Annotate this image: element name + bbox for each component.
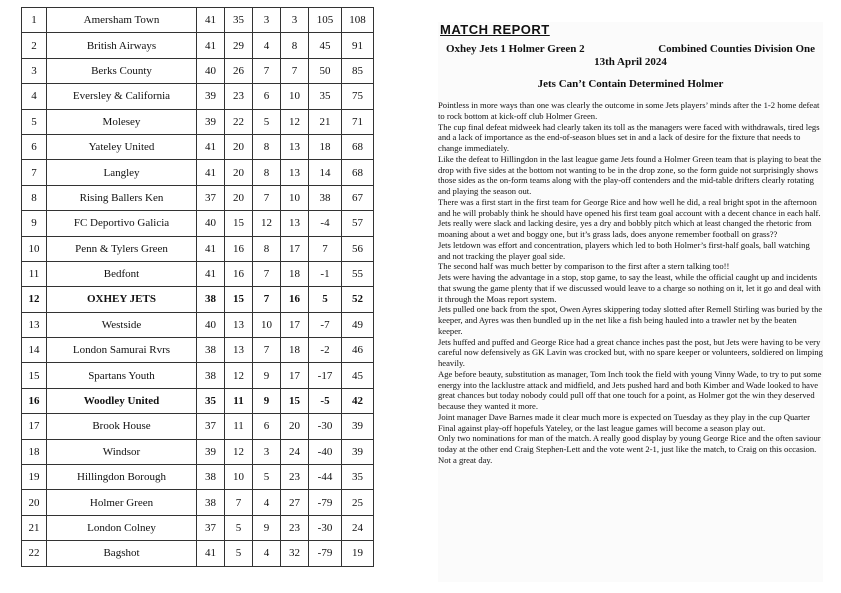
report-heading: MATCH REPORT [440,22,550,37]
points-cell: 55 [342,261,374,286]
team-cell: FC Deportivo Galicia [47,211,197,236]
league-table [21,7,374,567]
points-cell: 75 [342,84,374,109]
fixture-result: Oxhey Jets 1 Holmer Green 2 [446,43,585,55]
report-paragraph: Like the defeat to Hillingdon in the last league game Jets found a Holmer Green team that is playing to beat the drop with five sides at the bottom not wanting to be in the drop zone, so the form guide not surprisingly shows those sides as the on-form teams along with the play-off contenders and the mid-table drifters clearly rotating and playing the season out. [438,153,822,196]
lost-cell: 20 [281,414,309,439]
drawn-cell: 10 [253,312,281,337]
played-cell: 37 [197,414,225,439]
goal-difference-cell: -44 [309,465,342,490]
won-cell: 15 [225,211,253,236]
table-row [22,58,374,83]
table-row [22,465,374,490]
team-cell: London Samurai Rvrs [47,338,197,363]
won-cell: 11 [225,414,253,439]
drawn-cell: 6 [253,84,281,109]
played-cell: 39 [197,109,225,134]
report-paragraph: There was a first start in the first team for George Rice and how well he did, a real bright spot in the afternoon and he will probably think he should have opened his first team goal account with a decent chance in each half. [438,196,821,218]
team-cell: Eversley & California [47,84,197,109]
drawn-cell: 6 [253,414,281,439]
won-cell: 11 [225,388,253,413]
table-row [22,261,374,286]
lost-cell: 13 [281,160,309,185]
position-cell: 22 [22,541,47,566]
drawn-cell: 3 [253,439,281,464]
team-cell: Penn & Tylers Green [47,236,197,261]
table-row [22,8,374,33]
lost-cell: 15 [281,388,309,413]
table-row [22,185,374,210]
played-cell: 38 [197,338,225,363]
played-cell: 37 [197,515,225,540]
drawn-cell: 4 [253,490,281,515]
won-cell: 16 [225,236,253,261]
lost-cell: 3 [281,8,309,33]
won-cell: 5 [225,515,253,540]
goal-difference-cell: 45 [309,33,342,58]
report-headline: Jets Can’t Contain Determined Holmer [537,78,724,90]
table-row [22,211,374,236]
team-cell: Westside [47,312,197,337]
drawn-cell: 5 [253,109,281,134]
points-cell: 39 [342,414,374,439]
won-cell: 29 [225,33,253,58]
drawn-cell: 9 [253,515,281,540]
position-cell: 11 [22,261,47,286]
lost-cell: 18 [281,338,309,363]
table-row [22,388,374,413]
team-cell: Amersham Town [47,8,197,33]
match-date: 13th April 2024 [594,56,667,68]
table-row [22,338,374,363]
position-cell: 7 [22,160,47,185]
team-cell: Berks County [47,58,197,83]
won-cell: 16 [225,261,253,286]
goal-difference-cell: -30 [309,515,342,540]
goal-difference-cell: 38 [309,185,342,210]
drawn-cell: 9 [253,388,281,413]
won-cell: 7 [225,490,253,515]
won-cell: 13 [225,312,253,337]
lost-cell: 17 [281,236,309,261]
team-cell: Yateley United [47,134,197,159]
team-cell: Molesey [47,109,197,134]
position-cell: 18 [22,439,47,464]
drawn-cell: 7 [253,287,281,312]
points-cell: 49 [342,312,374,337]
lost-cell: 7 [281,58,309,83]
points-cell: 52 [342,287,374,312]
played-cell: 38 [197,465,225,490]
position-cell: 9 [22,211,47,236]
played-cell: 41 [197,8,225,33]
played-cell: 41 [197,33,225,58]
report-paragraph: Jets huffed and puffed and George Rice had a great chance inches past the post, but Jets were having to be very careful now defensively as GK Lavin was crocked but, with no spare keeper or volunteers, soldiered on limping heavily. [438,336,823,368]
played-cell: 41 [197,134,225,159]
points-cell: 68 [342,134,374,159]
goal-difference-cell: 7 [309,236,342,261]
position-cell: 6 [22,134,47,159]
report-paragraph: Jets pulled one back from the spot, Owen Ayres skippering today slotted after Remell Stirling was buried by the keeper, and Ayres was then bundled up in the net like a fish being hauled into a trawler net by the beaten keeper. [438,304,823,336]
report-paragraph: The second half was much better by comparison to the first after a stern talking too!! [438,261,730,272]
goal-difference-cell: -1 [309,261,342,286]
team-cell: Hillingdon Borough [47,465,197,490]
team-cell: Spartans Youth [47,363,197,388]
table-row [22,33,374,58]
report-body [438,100,823,466]
goal-difference-cell: -5 [309,388,342,413]
lost-cell: 10 [281,185,309,210]
goal-difference-cell: -40 [309,439,342,464]
played-cell: 37 [197,185,225,210]
league-table-body [22,8,374,567]
lost-cell: 18 [281,261,309,286]
goal-difference-cell: -79 [309,490,342,515]
report-paragraph: Jets letdown was effort and concentration, players which led to both Holmer’s first-half goals, ball watching and not tracking the player goal side. [438,239,810,261]
position-cell: 19 [22,465,47,490]
points-cell: 35 [342,465,374,490]
table-row [22,287,374,312]
table-row [22,414,374,439]
drawn-cell: 4 [253,541,281,566]
team-cell: Woodley United [47,388,197,413]
team-cell: London Colney [47,515,197,540]
won-cell: 20 [225,134,253,159]
report-paragraph: The cup final defeat midweek had clearly taken its toll as the managers were faced with withdrawals, tired legs and a lack of importance as the end-of-season blues set in and a lack of desire for the fixture that needs to change immediately. [438,121,820,153]
won-cell: 12 [225,363,253,388]
won-cell: 35 [225,8,253,33]
table-row [22,134,374,159]
won-cell: 12 [225,439,253,464]
report-paragraph: Joint manager Dave Barnes made it clear much more is expected on Tuesday as they play in the cup Quarter Final against play-off hopefuls Yateley, or the last league games will become a season play out. [438,411,811,433]
competition-name: Combined Counties Division One [658,43,815,55]
team-cell: Bedfont [47,261,197,286]
drawn-cell: 12 [253,211,281,236]
points-cell: 68 [342,160,374,185]
report-paragraph: Age before beauty, substitution as manager, Tom Inch took the field with young Vinny Wade, to try to put some energy into the lacklustre attack and midfield, and Jets pushed hard and both Kimber and Wade looked to have great chances but today nobody could pull off that one touch for a point, as Holmer got the win they deserved because they wanted it more. [438,368,822,411]
goal-difference-cell: 14 [309,160,342,185]
played-cell: 41 [197,236,225,261]
drawn-cell: 4 [253,33,281,58]
match-report [438,22,823,582]
drawn-cell: 7 [253,185,281,210]
won-cell: 13 [225,338,253,363]
team-cell: Bagshot [47,541,197,566]
report-paragraph: Jets really were slack and lacking desire, yes a dry and bobbly pitch which at least changed the rhetoric from moaning about a wet and boggy one, but it’s grass lads, does anyone remember football on grass?? [438,218,812,239]
lost-cell: 16 [281,287,309,312]
won-cell: 26 [225,58,253,83]
team-cell: Holmer Green [47,490,197,515]
played-cell: 38 [197,363,225,388]
drawn-cell: 7 [253,338,281,363]
played-cell: 39 [197,84,225,109]
played-cell: 41 [197,160,225,185]
points-cell: 39 [342,439,374,464]
points-cell: 46 [342,338,374,363]
team-cell: OXHEY JETS [47,287,197,312]
won-cell: 20 [225,160,253,185]
position-cell: 4 [22,84,47,109]
won-cell: 10 [225,465,253,490]
points-cell: 25 [342,490,374,515]
goal-difference-cell: 5 [309,287,342,312]
drawn-cell: 7 [253,58,281,83]
team-cell: British Airways [47,33,197,58]
table-row [22,236,374,261]
points-cell: 56 [342,236,374,261]
position-cell: 5 [22,109,47,134]
points-cell: 45 [342,363,374,388]
report-paragraph: Jets were having the advantage in a stop, stop game, to say the least, while the official caught up and incidents that swung the game plenty that if we discussed would leave to a charge so nothing on it, let it go and deal with it through the Moas report system. [438,272,821,304]
goal-difference-cell: 35 [309,84,342,109]
goal-difference-cell: -30 [309,414,342,439]
drawn-cell: 3 [253,8,281,33]
points-cell: 24 [342,515,374,540]
table-row [22,515,374,540]
drawn-cell: 8 [253,134,281,159]
position-cell: 2 [22,33,47,58]
goal-difference-cell: -4 [309,211,342,236]
goal-difference-cell: -7 [309,312,342,337]
drawn-cell: 5 [253,465,281,490]
position-cell: 15 [22,363,47,388]
position-cell: 21 [22,515,47,540]
played-cell: 41 [197,541,225,566]
played-cell: 39 [197,439,225,464]
table-row [22,312,374,337]
position-cell: 20 [22,490,47,515]
team-cell: Rising Ballers Ken [47,185,197,210]
won-cell: 20 [225,185,253,210]
position-cell: 12 [22,287,47,312]
points-cell: 57 [342,211,374,236]
played-cell: 41 [197,261,225,286]
fixture-line [438,43,823,55]
won-cell: 22 [225,109,253,134]
table-row [22,84,374,109]
table-row [22,490,374,515]
played-cell: 40 [197,211,225,236]
lost-cell: 32 [281,541,309,566]
position-cell: 13 [22,312,47,337]
drawn-cell: 7 [253,261,281,286]
goal-difference-cell: 18 [309,134,342,159]
goal-difference-cell: 105 [309,8,342,33]
position-cell: 1 [22,8,47,33]
played-cell: 35 [197,388,225,413]
lost-cell: 23 [281,515,309,540]
team-cell: Langley [47,160,197,185]
points-cell: 67 [342,185,374,210]
won-cell: 23 [225,84,253,109]
team-cell: Brook House [47,414,197,439]
played-cell: 38 [197,490,225,515]
table-row [22,363,374,388]
lost-cell: 24 [281,439,309,464]
position-cell: 16 [22,388,47,413]
goal-difference-cell: 50 [309,58,342,83]
report-paragraph: Pointless in more ways than one was clearly the outcome in some Jets players’ minds after the 1-2 home defeat to rock bottom at kick-off club Holmer Green. [438,100,820,121]
drawn-cell: 8 [253,236,281,261]
table-row [22,439,374,464]
position-cell: 10 [22,236,47,261]
lost-cell: 23 [281,465,309,490]
lost-cell: 10 [281,84,309,109]
lost-cell: 17 [281,363,309,388]
lost-cell: 17 [281,312,309,337]
points-cell: 42 [342,388,374,413]
position-cell: 14 [22,338,47,363]
lost-cell: 8 [281,33,309,58]
report-paragraph: Only two nominations for man of the match. A really good display by young George Rice and the often saviour today at the other end Craig Stephen-Lett and the vote went 2-1, just like the match, to Craig on this occasion. [438,433,821,454]
goal-difference-cell: -2 [309,338,342,363]
lost-cell: 12 [281,109,309,134]
points-cell: 85 [342,58,374,83]
points-cell: 108 [342,8,374,33]
points-cell: 19 [342,541,374,566]
goal-difference-cell: -79 [309,541,342,566]
table-row [22,160,374,185]
won-cell: 5 [225,541,253,566]
points-cell: 71 [342,109,374,134]
position-cell: 17 [22,414,47,439]
played-cell: 40 [197,58,225,83]
drawn-cell: 8 [253,160,281,185]
report-paragraph: Not a great day. [438,454,493,465]
team-cell: Windsor [47,439,197,464]
table-row [22,109,374,134]
drawn-cell: 9 [253,363,281,388]
position-cell: 8 [22,185,47,210]
goal-difference-cell: 21 [309,109,342,134]
position-cell: 3 [22,58,47,83]
points-cell: 91 [342,33,374,58]
table-row [22,541,374,566]
won-cell: 15 [225,287,253,312]
played-cell: 40 [197,312,225,337]
lost-cell: 27 [281,490,309,515]
goal-difference-cell: -17 [309,363,342,388]
lost-cell: 13 [281,211,309,236]
played-cell: 38 [197,287,225,312]
lost-cell: 13 [281,134,309,159]
